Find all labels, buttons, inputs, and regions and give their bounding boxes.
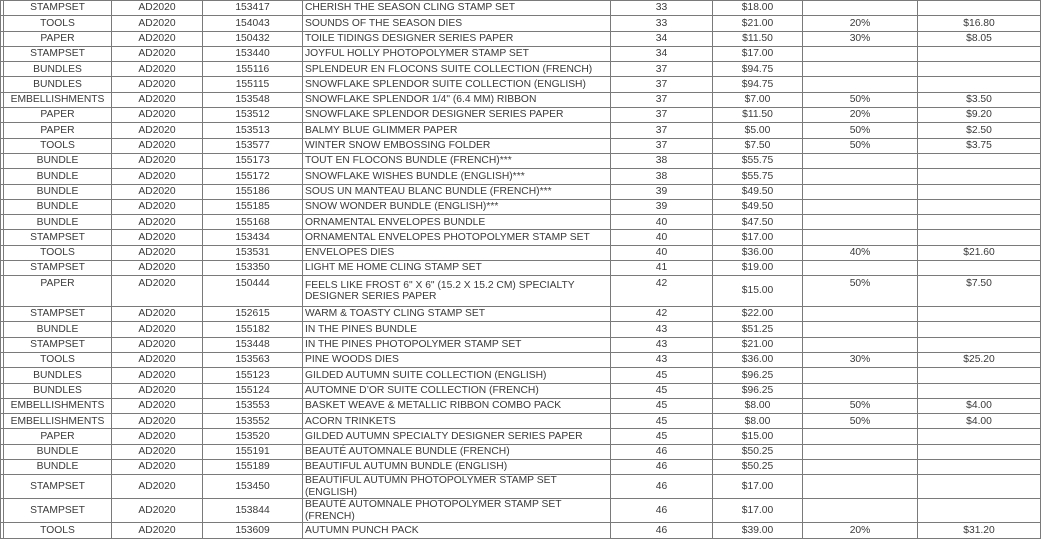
cell-page: 43 bbox=[611, 352, 713, 367]
cell-discount bbox=[803, 230, 918, 245]
cell-item: 155189 bbox=[203, 460, 303, 475]
cell-description: GILDED AUTUMN SUITE COLLECTION (ENGLISH) bbox=[303, 368, 611, 383]
cell-page: 42 bbox=[611, 307, 713, 322]
cell-program: AD2020 bbox=[112, 368, 203, 383]
cell-price: $21.00 bbox=[713, 16, 803, 31]
cell-discount bbox=[803, 460, 918, 475]
table-row bbox=[1, 199, 1041, 214]
cell-discount bbox=[803, 499, 918, 523]
cell-category: BUNDLES bbox=[4, 77, 112, 92]
cell-item: 153553 bbox=[203, 398, 303, 413]
cell-description: ORNAMENTAL ENVELOPES PHOTOPOLYMER STAMP SET bbox=[303, 230, 611, 245]
cell-category: TOOLS bbox=[4, 245, 112, 260]
table-row bbox=[1, 1, 1041, 16]
cell-program: AD2020 bbox=[112, 337, 203, 352]
cell-program: AD2020 bbox=[112, 414, 203, 429]
cell-sale-price bbox=[918, 383, 1041, 398]
table-row bbox=[1, 307, 1041, 322]
cell-item: 153531 bbox=[203, 245, 303, 260]
cell-description: ORNAMENTAL ENVELOPES BUNDLE bbox=[303, 215, 611, 230]
cell-item: 153552 bbox=[203, 414, 303, 429]
cell-category: BUNDLE bbox=[4, 153, 112, 168]
cell-description: SPLENDEUR EN FLOCONS SUITE COLLECTION (FRENCH) bbox=[303, 62, 611, 77]
cell-description: SNOWFLAKE SPLENDOR 1/4" (6.4 MM) RIBBON bbox=[303, 92, 611, 107]
cell-sale-price: $25.20 bbox=[918, 352, 1041, 367]
cell-price: $36.00 bbox=[713, 352, 803, 367]
cell-sale-price bbox=[918, 184, 1041, 199]
table-row bbox=[1, 77, 1041, 92]
cell-description: SOUS UN MANTEAU BLANC BUNDLE (FRENCH)*** bbox=[303, 184, 611, 199]
cell-category: EMBELLISHMENTS bbox=[4, 414, 112, 429]
cell-description: SNOWFLAKE SPLENDOR DESIGNER SERIES PAPER bbox=[303, 108, 611, 123]
cell-page: 45 bbox=[611, 368, 713, 383]
table-row bbox=[1, 398, 1041, 413]
cell-program: AD2020 bbox=[112, 31, 203, 46]
cell-category: BUNDLE bbox=[4, 460, 112, 475]
cell-program: AD2020 bbox=[112, 215, 203, 230]
cell-program: AD2020 bbox=[112, 245, 203, 260]
cell-item: 155123 bbox=[203, 368, 303, 383]
cell-page: 43 bbox=[611, 337, 713, 352]
table-row bbox=[1, 475, 1041, 499]
cell-program: AD2020 bbox=[112, 153, 203, 168]
cell-program: AD2020 bbox=[112, 460, 203, 475]
cell-sale-price bbox=[918, 62, 1041, 77]
cell-program: AD2020 bbox=[112, 92, 203, 107]
table-row bbox=[1, 138, 1041, 153]
cell-item: 153609 bbox=[203, 523, 303, 538]
cell-discount bbox=[803, 199, 918, 214]
table-row bbox=[1, 184, 1041, 199]
cell-category: BUNDLE bbox=[4, 215, 112, 230]
cell-price: $49.50 bbox=[713, 199, 803, 214]
cell-price: $11.50 bbox=[713, 31, 803, 46]
cell-item: 155182 bbox=[203, 322, 303, 337]
cell-sale-price bbox=[918, 215, 1041, 230]
cell-item: 155115 bbox=[203, 77, 303, 92]
cell-discount: 50% bbox=[803, 123, 918, 138]
cell-page: 46 bbox=[611, 475, 713, 499]
table-row bbox=[1, 322, 1041, 337]
cell-description: AUTUMN PUNCH PACK bbox=[303, 523, 611, 538]
cell-discount: 50% bbox=[803, 276, 918, 307]
cell-price: $18.00 bbox=[713, 1, 803, 16]
cell-sale-price bbox=[918, 1, 1041, 16]
cell-price: $50.25 bbox=[713, 444, 803, 459]
cell-category: TOOLS bbox=[4, 352, 112, 367]
cell-category: PAPER bbox=[4, 429, 112, 444]
cell-sale-price bbox=[918, 153, 1041, 168]
cell-program: AD2020 bbox=[112, 108, 203, 123]
cell-discount bbox=[803, 169, 918, 184]
cell-description: BEAUTÉ AUTOMNALE BUNDLE (FRENCH) bbox=[303, 444, 611, 459]
cell-description: CHERISH THE SEASON CLING STAMP SET bbox=[303, 1, 611, 16]
cell-discount bbox=[803, 307, 918, 322]
cell-program: AD2020 bbox=[112, 230, 203, 245]
cell-item: 153520 bbox=[203, 429, 303, 444]
cell-sale-price: $16.80 bbox=[918, 16, 1041, 31]
cell-category: BUNDLES bbox=[4, 383, 112, 398]
cell-page: 38 bbox=[611, 153, 713, 168]
cell-item: 153350 bbox=[203, 261, 303, 276]
cell-description: FEELS LIKE FROST 6" X 6" (15.2 X 15.2 CM) SPECIALTY DESIGNER SERIES PAPER bbox=[303, 276, 611, 307]
cell-program: AD2020 bbox=[112, 322, 203, 337]
cell-price: $94.75 bbox=[713, 62, 803, 77]
cell-discount bbox=[803, 62, 918, 77]
cell-category: STAMPSET bbox=[4, 499, 112, 523]
cell-price: $21.00 bbox=[713, 337, 803, 352]
cell-discount bbox=[803, 475, 918, 499]
cell-category: PAPER bbox=[4, 31, 112, 46]
cell-page: 34 bbox=[611, 46, 713, 61]
cell-program: AD2020 bbox=[112, 138, 203, 153]
cell-sale-price: $3.75 bbox=[918, 138, 1041, 153]
cell-description: ACORN TRINKETS bbox=[303, 414, 611, 429]
cell-page: 37 bbox=[611, 62, 713, 77]
cell-price: $7.50 bbox=[713, 138, 803, 153]
cell-category: BUNDLE bbox=[4, 322, 112, 337]
table-row bbox=[1, 31, 1041, 46]
cell-page: 45 bbox=[611, 429, 713, 444]
cell-price: $96.25 bbox=[713, 383, 803, 398]
cell-price: $7.00 bbox=[713, 92, 803, 107]
cell-description: SNOW WONDER BUNDLE (ENGLISH)*** bbox=[303, 199, 611, 214]
cell-page: 46 bbox=[611, 460, 713, 475]
cell-description: LIGHT ME HOME CLING STAMP SET bbox=[303, 261, 611, 276]
cell-category: STAMPSET bbox=[4, 475, 112, 499]
cell-sale-price bbox=[918, 46, 1041, 61]
cell-sale-price bbox=[918, 199, 1041, 214]
cell-description: BASKET WEAVE & METALLIC RIBBON COMBO PACK bbox=[303, 398, 611, 413]
cell-price: $11.50 bbox=[713, 108, 803, 123]
cell-category: BUNDLE bbox=[4, 199, 112, 214]
cell-description: BALMY BLUE GLIMMER PAPER bbox=[303, 123, 611, 138]
table-row bbox=[1, 230, 1041, 245]
cell-description: BEAUTÉ AUTOMNALE PHOTOPOLYMER STAMP SET (FRENCH) bbox=[303, 499, 611, 523]
cell-category: EMBELLISHMENTS bbox=[4, 398, 112, 413]
cell-price: $15.00 bbox=[713, 276, 803, 307]
cell-program: AD2020 bbox=[112, 261, 203, 276]
cell-sale-price bbox=[918, 322, 1041, 337]
cell-program: AD2020 bbox=[112, 46, 203, 61]
cell-sale-price: $7.50 bbox=[918, 276, 1041, 307]
cell-page: 33 bbox=[611, 1, 713, 16]
cell-page: 40 bbox=[611, 230, 713, 245]
cell-discount bbox=[803, 261, 918, 276]
cell-description: SNOWFLAKE SPLENDOR SUITE COLLECTION (ENGLISH) bbox=[303, 77, 611, 92]
cell-sale-price: $3.50 bbox=[918, 92, 1041, 107]
cell-program: AD2020 bbox=[112, 276, 203, 307]
cell-description: IN THE PINES PHOTOPOLYMER STAMP SET bbox=[303, 337, 611, 352]
cell-sale-price bbox=[918, 444, 1041, 459]
cell-item: 155172 bbox=[203, 169, 303, 184]
cell-sale-price bbox=[918, 368, 1041, 383]
cell-description: WINTER SNOW EMBOSSING FOLDER bbox=[303, 138, 611, 153]
cell-item: 155173 bbox=[203, 153, 303, 168]
cell-price: $94.75 bbox=[713, 77, 803, 92]
cell-page: 46 bbox=[611, 499, 713, 523]
table-row bbox=[1, 337, 1041, 352]
table-row bbox=[1, 123, 1041, 138]
cell-discount: 50% bbox=[803, 138, 918, 153]
cell-description: IN THE PINES BUNDLE bbox=[303, 322, 611, 337]
cell-page: 46 bbox=[611, 444, 713, 459]
cell-category: BUNDLES bbox=[4, 62, 112, 77]
table-row bbox=[1, 523, 1041, 538]
cell-description: JOYFUL HOLLY PHOTOPOLYMER STAMP SET bbox=[303, 46, 611, 61]
cell-sale-price bbox=[918, 77, 1041, 92]
cell-price: $8.00 bbox=[713, 398, 803, 413]
cell-category: TOOLS bbox=[4, 138, 112, 153]
cell-sale-price: $4.00 bbox=[918, 414, 1041, 429]
cell-page: 37 bbox=[611, 77, 713, 92]
cell-price: $36.00 bbox=[713, 245, 803, 260]
table-row bbox=[1, 46, 1041, 61]
cell-description: PINE WOODS DIES bbox=[303, 352, 611, 367]
cell-description: WARM & TOASTY CLING STAMP SET bbox=[303, 307, 611, 322]
cell-program: AD2020 bbox=[112, 62, 203, 77]
table-row bbox=[1, 16, 1041, 31]
table-row bbox=[1, 92, 1041, 107]
cell-discount: 50% bbox=[803, 92, 918, 107]
cell-discount bbox=[803, 368, 918, 383]
cell-sale-price bbox=[918, 499, 1041, 523]
cell-category: TOOLS bbox=[4, 16, 112, 31]
table-row bbox=[1, 153, 1041, 168]
cell-discount: 40% bbox=[803, 245, 918, 260]
cell-discount bbox=[803, 444, 918, 459]
cell-item: 153440 bbox=[203, 46, 303, 61]
cell-sale-price bbox=[918, 230, 1041, 245]
cell-page: 37 bbox=[611, 138, 713, 153]
cell-price: $17.00 bbox=[713, 475, 803, 499]
cell-price: $22.00 bbox=[713, 307, 803, 322]
cell-sale-price: $21.60 bbox=[918, 245, 1041, 260]
cell-page: 37 bbox=[611, 123, 713, 138]
cell-page: 40 bbox=[611, 215, 713, 230]
table-row bbox=[1, 108, 1041, 123]
cell-page: 40 bbox=[611, 245, 713, 260]
table-row bbox=[1, 261, 1041, 276]
table-row bbox=[1, 414, 1041, 429]
cell-program: AD2020 bbox=[112, 199, 203, 214]
cell-price: $55.75 bbox=[713, 169, 803, 184]
cell-program: AD2020 bbox=[112, 184, 203, 199]
cell-description: GILDED AUTUMN SPECIALTY DESIGNER SERIES PAPER bbox=[303, 429, 611, 444]
table-row bbox=[1, 429, 1041, 444]
cell-program: AD2020 bbox=[112, 123, 203, 138]
table-row bbox=[1, 499, 1041, 523]
cell-item: 153417 bbox=[203, 1, 303, 16]
cell-item: 153448 bbox=[203, 337, 303, 352]
table-row bbox=[1, 383, 1041, 398]
cell-program: AD2020 bbox=[112, 429, 203, 444]
cell-price: $49.50 bbox=[713, 184, 803, 199]
cell-program: AD2020 bbox=[112, 307, 203, 322]
cell-item: 155116 bbox=[203, 62, 303, 77]
cell-item: 153512 bbox=[203, 108, 303, 123]
cell-discount: 20% bbox=[803, 108, 918, 123]
table-row bbox=[1, 62, 1041, 77]
cell-sale-price bbox=[918, 261, 1041, 276]
cell-page: 42 bbox=[611, 276, 713, 307]
cell-category: TOOLS bbox=[4, 523, 112, 538]
cell-price: $55.75 bbox=[713, 153, 803, 168]
cell-page: 41 bbox=[611, 261, 713, 276]
cell-discount bbox=[803, 383, 918, 398]
cell-price: $17.00 bbox=[713, 230, 803, 245]
cell-discount: 30% bbox=[803, 352, 918, 367]
cell-item: 153548 bbox=[203, 92, 303, 107]
cell-item: 155168 bbox=[203, 215, 303, 230]
cell-discount bbox=[803, 322, 918, 337]
cell-item: 150432 bbox=[203, 31, 303, 46]
cell-description: TOUT EN FLOCONS BUNDLE (FRENCH)*** bbox=[303, 153, 611, 168]
cell-item: 155191 bbox=[203, 444, 303, 459]
cell-program: AD2020 bbox=[112, 1, 203, 16]
cell-discount: 20% bbox=[803, 523, 918, 538]
cell-category: STAMPSET bbox=[4, 46, 112, 61]
cell-price: $50.25 bbox=[713, 460, 803, 475]
cell-item: 153577 bbox=[203, 138, 303, 153]
cell-program: AD2020 bbox=[112, 383, 203, 398]
cell-program: AD2020 bbox=[112, 16, 203, 31]
cell-item: 153844 bbox=[203, 499, 303, 523]
table-row bbox=[1, 444, 1041, 459]
cell-discount bbox=[803, 1, 918, 16]
cell-description: BEAUTIFUL AUTUMN PHOTOPOLYMER STAMP SET (ENGLISH) bbox=[303, 475, 611, 499]
cell-page: 39 bbox=[611, 184, 713, 199]
cell-category: BUNDLE bbox=[4, 169, 112, 184]
cell-page: 45 bbox=[611, 398, 713, 413]
cell-description: BEAUTIFUL AUTUMN BUNDLE (ENGLISH) bbox=[303, 460, 611, 475]
cell-price: $47.50 bbox=[713, 215, 803, 230]
cell-category: PAPER bbox=[4, 276, 112, 307]
cell-item: 153434 bbox=[203, 230, 303, 245]
cell-page: 39 bbox=[611, 199, 713, 214]
cell-sale-price bbox=[918, 169, 1041, 184]
cell-program: AD2020 bbox=[112, 398, 203, 413]
cell-item: 155185 bbox=[203, 199, 303, 214]
cell-description: AUTOMNE D’OR SUITE COLLECTION (FRENCH) bbox=[303, 383, 611, 398]
cell-category: PAPER bbox=[4, 108, 112, 123]
cell-page: 46 bbox=[611, 523, 713, 538]
cell-program: AD2020 bbox=[112, 352, 203, 367]
cell-price: $19.00 bbox=[713, 261, 803, 276]
cell-description: SOUNDS OF THE SEASON DIES bbox=[303, 16, 611, 31]
cell-page: 45 bbox=[611, 383, 713, 398]
cell-page: 37 bbox=[611, 108, 713, 123]
table-row bbox=[1, 215, 1041, 230]
cell-sale-price: $4.00 bbox=[918, 398, 1041, 413]
cell-discount: 30% bbox=[803, 31, 918, 46]
table-row bbox=[1, 276, 1041, 307]
table-row bbox=[1, 245, 1041, 260]
cell-page: 45 bbox=[611, 414, 713, 429]
cell-discount bbox=[803, 337, 918, 352]
cell-price: $15.00 bbox=[713, 429, 803, 444]
cell-program: AD2020 bbox=[112, 77, 203, 92]
cell-sale-price: $9.20 bbox=[918, 108, 1041, 123]
cell-price: $51.25 bbox=[713, 322, 803, 337]
cell-program: AD2020 bbox=[112, 499, 203, 523]
cell-page: 34 bbox=[611, 31, 713, 46]
table-row bbox=[1, 352, 1041, 367]
cell-discount: 50% bbox=[803, 398, 918, 413]
cell-category: EMBELLISHMENTS bbox=[4, 92, 112, 107]
cell-category: PAPER bbox=[4, 123, 112, 138]
table-row bbox=[1, 169, 1041, 184]
cell-sale-price bbox=[918, 337, 1041, 352]
cell-program: AD2020 bbox=[112, 169, 203, 184]
cell-price: $17.00 bbox=[713, 46, 803, 61]
cell-item: 155186 bbox=[203, 184, 303, 199]
cell-sale-price bbox=[918, 429, 1041, 444]
cell-discount bbox=[803, 429, 918, 444]
cell-category: BUNDLE bbox=[4, 184, 112, 199]
cell-category: STAMPSET bbox=[4, 1, 112, 16]
cell-item: 153513 bbox=[203, 123, 303, 138]
cell-sale-price: $8.05 bbox=[918, 31, 1041, 46]
cell-sale-price: $2.50 bbox=[918, 123, 1041, 138]
cell-page: 38 bbox=[611, 169, 713, 184]
cell-discount bbox=[803, 215, 918, 230]
cell-sale-price bbox=[918, 307, 1041, 322]
cell-page: 33 bbox=[611, 16, 713, 31]
cell-description: TOILE TIDINGS DESIGNER SERIES PAPER bbox=[303, 31, 611, 46]
cell-program: AD2020 bbox=[112, 523, 203, 538]
cell-price: $17.00 bbox=[713, 499, 803, 523]
table-row bbox=[1, 460, 1041, 475]
cell-item: 152615 bbox=[203, 307, 303, 322]
cell-category: STAMPSET bbox=[4, 261, 112, 276]
cell-item: 153563 bbox=[203, 352, 303, 367]
cell-discount bbox=[803, 184, 918, 199]
cell-price: $39.00 bbox=[713, 523, 803, 538]
cell-page: 43 bbox=[611, 322, 713, 337]
cell-page: 37 bbox=[611, 92, 713, 107]
cell-item: 153450 bbox=[203, 475, 303, 499]
cell-discount bbox=[803, 46, 918, 61]
cell-item: 155124 bbox=[203, 383, 303, 398]
cell-category: STAMPSET bbox=[4, 337, 112, 352]
cell-discount: 20% bbox=[803, 16, 918, 31]
cell-item: 150444 bbox=[203, 276, 303, 307]
cell-category: BUNDLES bbox=[4, 368, 112, 383]
cell-price: $5.00 bbox=[713, 123, 803, 138]
cell-item: 154043 bbox=[203, 16, 303, 31]
cell-price: $8.00 bbox=[713, 414, 803, 429]
cell-program: AD2020 bbox=[112, 444, 203, 459]
cell-program: AD2020 bbox=[112, 475, 203, 499]
cell-discount bbox=[803, 153, 918, 168]
cell-discount bbox=[803, 77, 918, 92]
cell-description: SNOWFLAKE WISHES BUNDLE (ENGLISH)*** bbox=[303, 169, 611, 184]
cell-category: BUNDLE bbox=[4, 444, 112, 459]
cell-category: STAMPSET bbox=[4, 307, 112, 322]
cell-discount: 50% bbox=[803, 414, 918, 429]
cell-price: $96.25 bbox=[713, 368, 803, 383]
price-table-body bbox=[1, 1, 1041, 539]
cell-sale-price: $31.20 bbox=[918, 523, 1041, 538]
cell-sale-price bbox=[918, 475, 1041, 499]
cell-category: STAMPSET bbox=[4, 230, 112, 245]
cell-sale-price bbox=[918, 460, 1041, 475]
cell-description: ENVELOPES DIES bbox=[303, 245, 611, 260]
table-row bbox=[1, 368, 1041, 383]
